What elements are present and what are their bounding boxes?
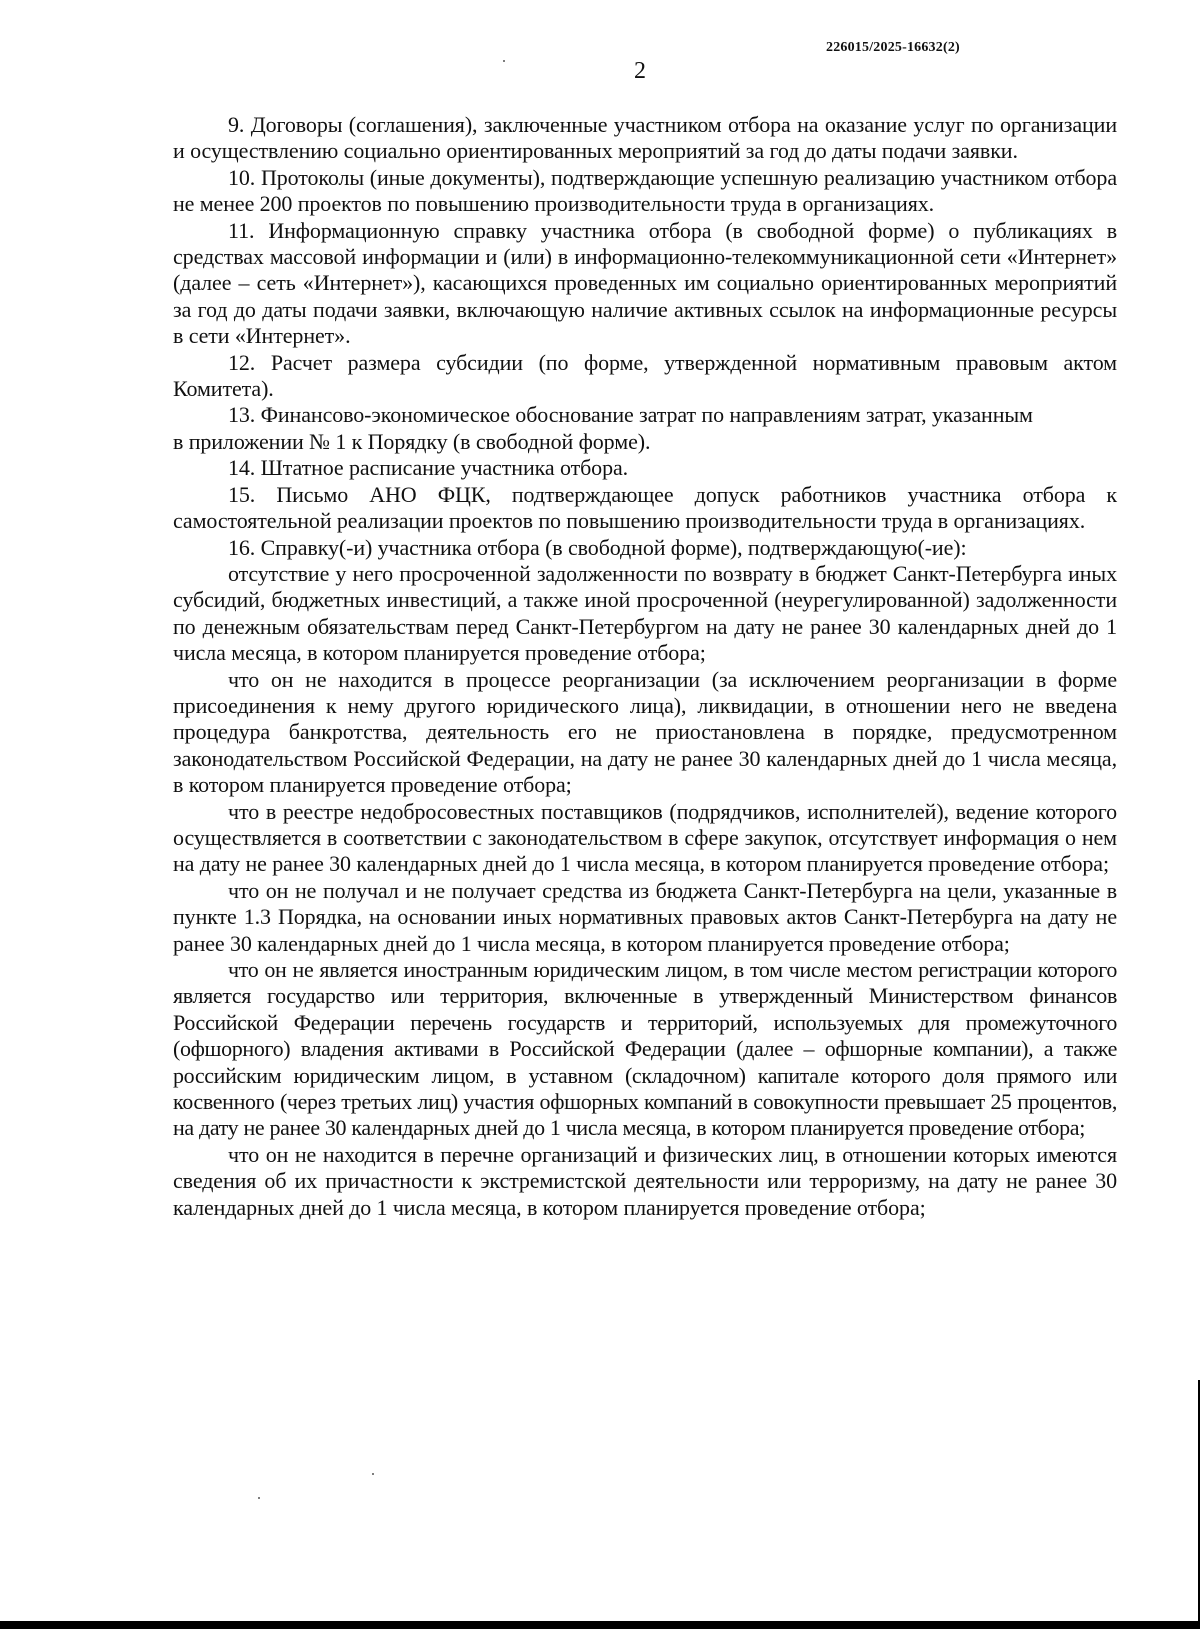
paragraph-not-extremist-list: что он не находится в перечне организаций и физических лиц, в отношении которых имеются сведения об их причастности к экстремистской деятельности или терроризму, на дату не ранее 30 календарных дней до 1 числа месяца, в котором планируется проведение отбора; bbox=[173, 1141, 1117, 1220]
paragraph-no-other-funding: что он не получал и не получает средства из бюджета Санкт-Петербурга на цели, указанные в пункте 1.3 Порядка, на основании иных нормативных правовых актов Санкт-Петербурга на дату не ранее 30 календарных дней до 1 числа месяца, в котором планируется проведение отбора; bbox=[173, 877, 1117, 956]
paragraph-item-10: 10. Протоколы (иные документы), подтверждающие успешную реализацию участником отбора не менее 200 проектов по повышению производительности труда в организациях. bbox=[173, 164, 1117, 217]
paragraph-item-14: 14. Штатное расписание участника отбора. bbox=[228, 455, 629, 481]
document-registration-number: 226015/2025-16632(2) bbox=[826, 40, 960, 55]
scan-speck bbox=[503, 60, 505, 62]
paragraph-not-offshore: что он не является иностранным юридическим лицом, в том числе местом регистрации которого является государство или территория, включенные в утвержденный Министерством финансов Российской Федерации перечень государств и территорий, используемых для промежуточного (офшорного) владения активами в Российской Федерации (далее – офшорные компании), а также российским юридическим лицом, в уставном (складочном) капитале которого доля прямого или косвенного (через третьих лиц) участия офшорных компаний в совокупности превышает 25 процентов, на дату не ранее 30 календарных дней до 1 числа месяца, в котором планируется проведение отбора; bbox=[173, 957, 1117, 1141]
paragraph-item-9: 9. Договоры (соглашения), заключенные участником отбора на оказание услуг по организации и осуществлению социально ориентированных мероприятий за год до даты подачи заявки. bbox=[173, 112, 1117, 164]
scan-speck bbox=[372, 1473, 374, 1475]
scan-speck bbox=[258, 1497, 260, 1499]
paragraph-item-13: 13. Финансово-экономическое обоснование затрат по направлениям затрат, указанным bbox=[228, 402, 1033, 428]
paragraph-item-13-continuation: в приложении № 1 к Порядку (в свободной форме). bbox=[173, 428, 651, 454]
paragraph-no-unfair-supplier: что в реестре недобросовестных поставщиков (подрядчиков, исполнителей), ведение которого осуществляется в соответствии с законодательством в сфере закупок, отсутствует информация о нем на дату не ранее 30 календарных дней до 1 числа месяца, в котором планируется проведение отбора; bbox=[173, 798, 1117, 877]
paragraph-no-debt: отсутствие у него просроченной задолженности по возврату в бюджет Санкт-Петербурга иных субсидий, бюджетных инвестиций, а также иной просроченной (неурегулированной) задолженности по денежным обязательствам перед Санкт-Петербургом на дату не ранее 30 календарных дней до 1 числа месяца, в котором планируется проведение отбора; bbox=[173, 560, 1117, 666]
document-body bbox=[173, 112, 1117, 1221]
page-number: 2 bbox=[634, 58, 646, 84]
paragraph-item-15: 15. Письмо АНО ФЦК, подтверждающее допуск работников участника отбора к самостоятельной реализации проектов по повышению производительности труда в организациях. bbox=[173, 481, 1117, 534]
paragraph-item-12: 12. Расчет размера субсидии (по форме, утвержденной нормативным правовым актом Комитета). bbox=[173, 349, 1117, 402]
scan-bottom-bar bbox=[0, 1621, 1200, 1629]
paragraph-no-reorganization: что он не находится в процессе реорганизации (за исключением реорганизации в форме присоединения к нему другого юридического лица), ликвидации, в отношении него не введена процедура банкротства, деятельность его не приостановлена в порядке, предусмотренном законодательством Российской Федерации, на дату не ранее 30 календарных дней до 1 числа месяца, в котором планируется проведение отбора; bbox=[173, 666, 1117, 798]
paragraph-item-16: 16. Справку(-и) участника отбора (в свободной форме), подтверждающую(-ие): bbox=[228, 534, 967, 560]
paragraph-item-11: 11. Информационную справку участника отбора (в свободной форме) о публикациях в средствах массовой информации и (или) в информационно-телекоммуникационной сети «Интернет» (далее – сеть «Интернет»), касающихся проведенных им социально ориентированных мероприятий за год до даты подачи заявки, включающую наличие активных ссылок на информационные ресурсы в сети «Интернет». bbox=[173, 217, 1117, 349]
